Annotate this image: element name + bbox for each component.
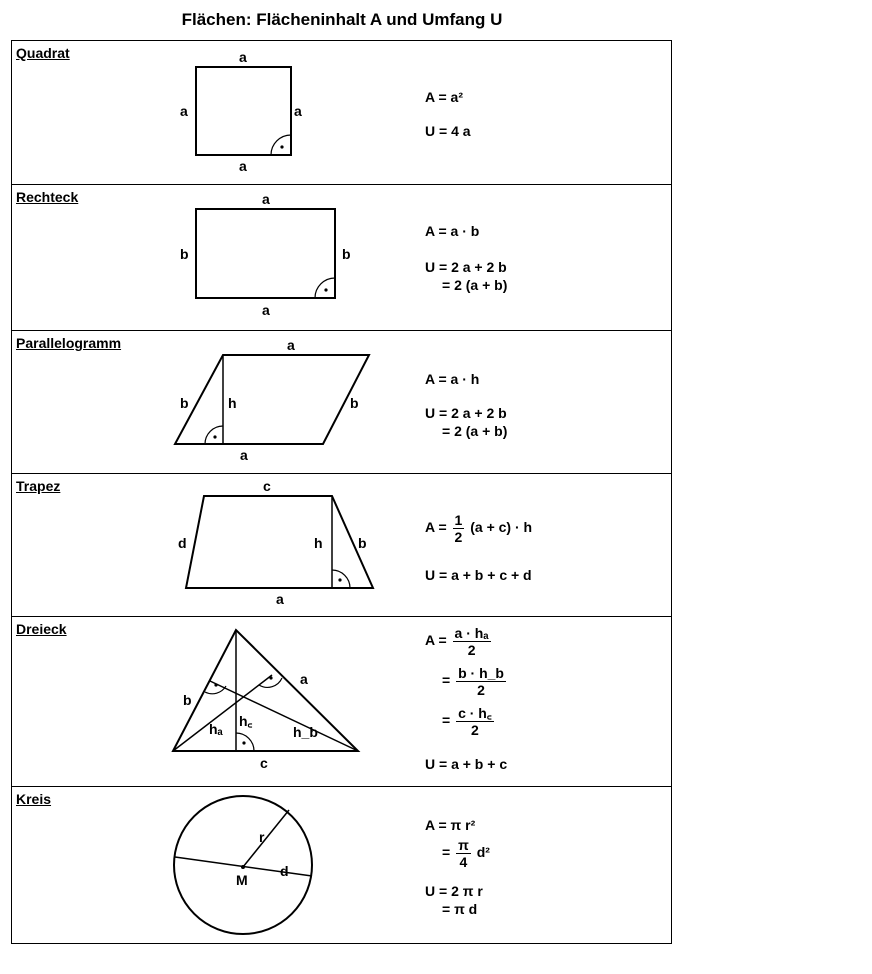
label-c: c (260, 755, 268, 771)
row-title-trapez: Trapez (16, 478, 61, 494)
row-trapez (12, 474, 671, 617)
formula-area-1: A = $\frac{\text{a · hₐ}}{2}$ (425, 625, 489, 658)
row-parallelogramm (12, 331, 671, 474)
label-bottom: a (262, 302, 270, 318)
triangle-figure (12, 617, 412, 787)
label-bottom: a (239, 158, 247, 174)
label-top: a (262, 191, 270, 207)
label-right: a (294, 103, 302, 119)
formula-area-2: = $\frac{\pi}{4}$ d² (442, 837, 490, 870)
label-top: c (263, 478, 271, 494)
label-height: h (228, 395, 237, 411)
label-left: a (180, 103, 188, 119)
label-b: b (183, 692, 192, 708)
area-prefix: A = (425, 519, 447, 536)
formula-perimeter: U = 2 π r (425, 883, 483, 899)
formula-perimeter: U = 2 a + 2 b (425, 259, 507, 275)
formula-area: A = a · h (425, 371, 480, 387)
row-title-rechteck: Rechteck (16, 189, 79, 205)
label-ha: hₐ (209, 721, 223, 737)
row-quadrat (12, 41, 671, 185)
formula-area: A = π r² (425, 817, 476, 833)
formula-area (425, 512, 532, 545)
label-m: M (236, 872, 248, 888)
label-right: b (350, 395, 359, 411)
parallelogram-figure (12, 331, 412, 474)
formula-area: A = a² (425, 89, 463, 105)
formula-perimeter-2: = 2 (a + b) (442, 277, 508, 293)
formula-perimeter: U = a + b + c + d (425, 567, 532, 583)
formula-perimeter-2: = 2 (a + b) (442, 423, 508, 439)
formula-table (11, 40, 672, 944)
fraction-half: $\frac{1}{2}$ (454, 512, 463, 545)
fraction-b: $\frac{b \cdot h\_b}{2}$ (458, 665, 504, 698)
formula-perimeter-2: = π d (442, 901, 478, 917)
label-left: b (180, 246, 189, 262)
row-title-quadrat: Quadrat (16, 45, 70, 61)
rectangle-figure (12, 185, 412, 331)
formula-area-3: = $\frac{c \cdot h꜀}{2}$ (442, 705, 492, 738)
fraction-pi-quarter: $\frac{\pi}{4}$ (458, 837, 469, 870)
label-left: d (178, 535, 187, 551)
row-title-kreis: Kreis (16, 791, 52, 807)
label-bottom: a (240, 447, 248, 463)
label-right: b (358, 535, 367, 551)
circle-figure (12, 787, 412, 943)
label-top: a (239, 49, 247, 65)
label-right: b (342, 246, 351, 262)
formula-area: A = a · b (425, 223, 480, 239)
page-title: Flächen: Flächeninhalt A und Umfang U (181, 10, 503, 29)
label-d: d (280, 863, 289, 879)
label-left: b (180, 395, 189, 411)
row-dreieck (12, 617, 671, 787)
trapezoid-figure (12, 474, 412, 617)
square-figure (12, 41, 412, 185)
fraction-a: $\frac{\text{a · hₐ}}{2}$ (454, 625, 489, 658)
fraction-c: $\frac{c \cdot h꜀}{2}$ (458, 705, 492, 738)
label-height: h (314, 535, 323, 551)
formula-perimeter: U = 2 a + 2 b (425, 405, 507, 421)
formula-area-2: = $\frac{b \cdot h\_b}{2}$ (442, 665, 504, 698)
label-bottom: a (276, 591, 284, 607)
label-r: r (259, 829, 265, 845)
label-hb: h_b (293, 724, 318, 740)
row-title-parallelogramm: Parallelogramm (16, 335, 122, 351)
formula-perimeter: U = a + b + c (425, 756, 508, 772)
label-a: a (300, 671, 308, 687)
area-suffix: (a + c) · h (470, 519, 533, 536)
row-kreis (12, 787, 671, 943)
row-rechteck (12, 185, 671, 331)
label-top: a (287, 337, 295, 353)
formula-perimeter: U = 4 a (425, 123, 471, 139)
label-hc: h꜀ (239, 713, 253, 729)
row-title-dreieck: Dreieck (16, 621, 67, 637)
